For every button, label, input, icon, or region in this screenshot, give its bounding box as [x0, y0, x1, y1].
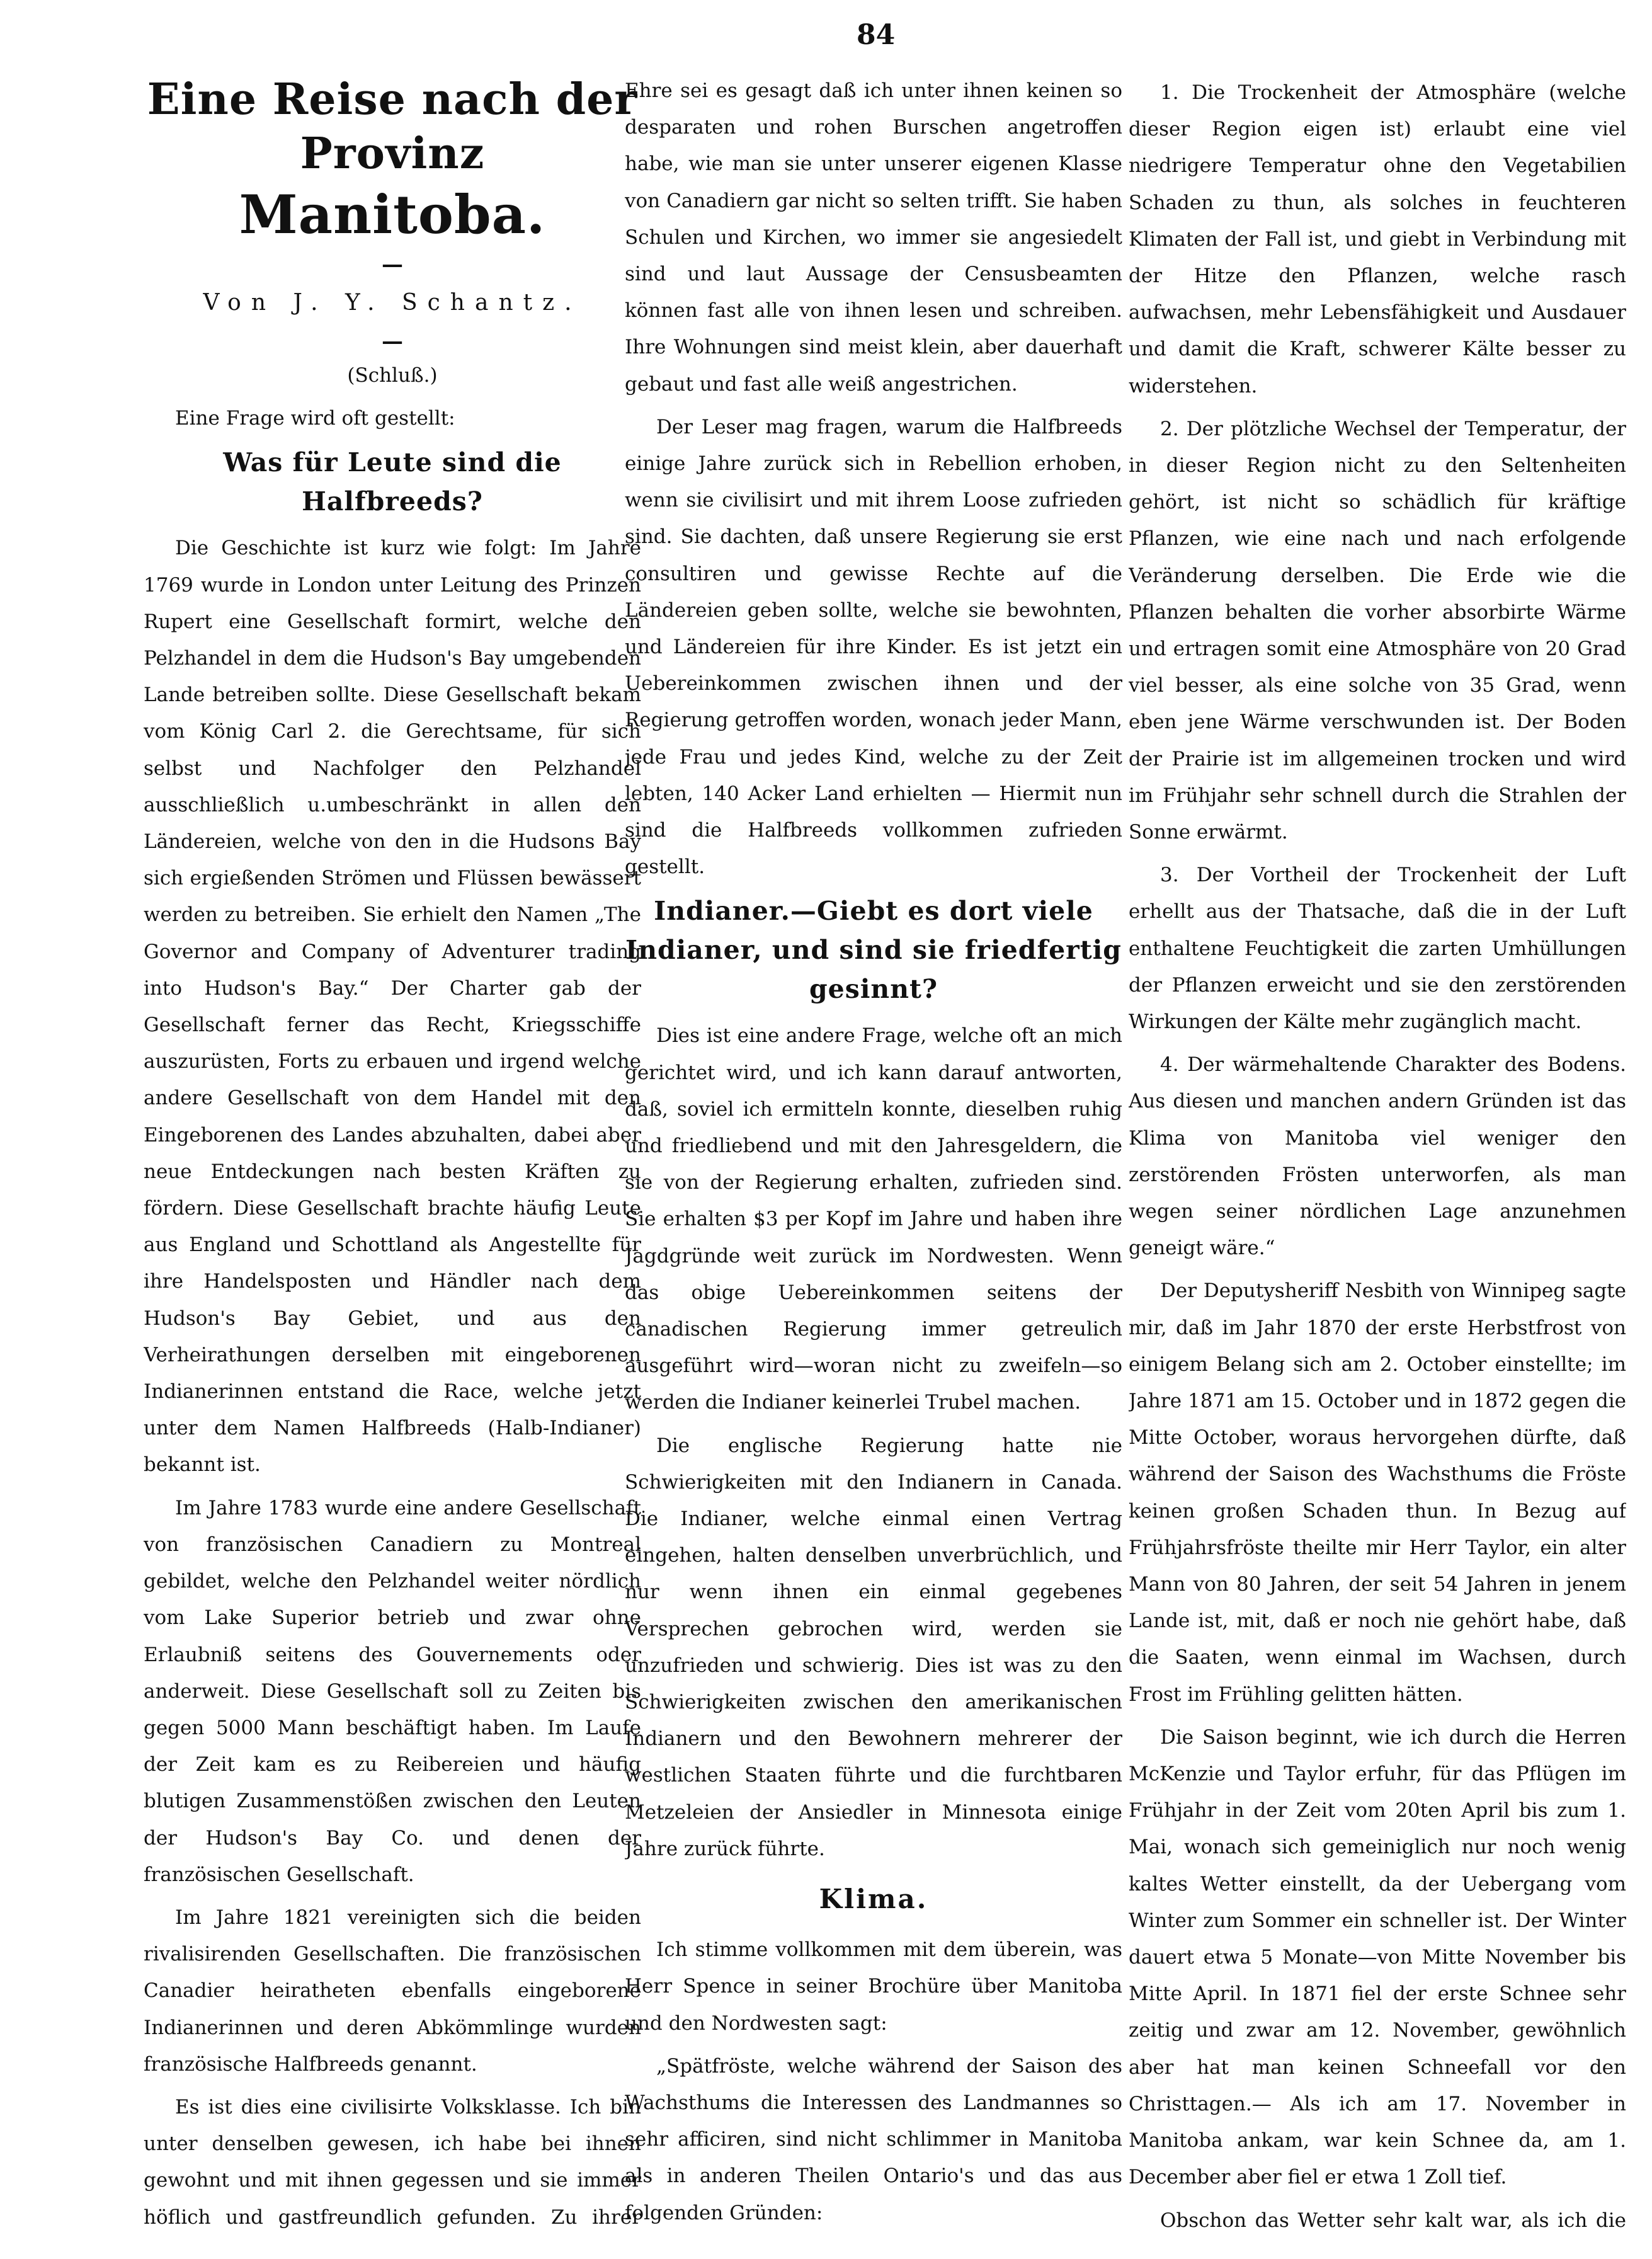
question-halfbreeds: Was für Leute sind die Halfbreeds?: [223, 447, 562, 517]
paragraph: Ehre sei es gesagt daß ich unter ihnen keinen so desparaten und rohen Burschen angetroffen habe, wie man sie unter unserer eigenen Klasse von Canadiern gar nicht so selten trifft. Sie haben Schulen und Kirchen, wo immer sie angesiedelt sind und laut Aussage der Censusbeamten können fast alle von ihnen lesen und schreiben. Ihre Wohnungen sind meist klein, aber dauerhaft gebaut und fast alle weiß angestrichen.: [625, 79, 1122, 396]
column-1-text: [144, 72, 641, 2236]
column-3: [1129, 72, 1626, 2246]
paragraph: Es ist dies eine civilisirte Volksklasse. Ich bin unter denselben gewesen, ich habe bei ihnen gewohnt und mit ihnen gegessen und sie immer höflich und gastfreundlich gefunden. Zu ihrer: [144, 2095, 641, 2229]
column-3-text: [1129, 72, 1626, 2246]
paragraph: Im Jahre 1783 wurde eine andere Gesellschaft von französischen Canadiern zu Montreal gebildet, welche den Pelzhandel weiter nördlich vom Lake Superior betrieb und zwar ohne Erlaubniß seitens des Gouvernements oder anderweit. Diese Gesellschaft soll zu Zeiten bis gegen 5000 Mann beschäftigt haben. Im Laufe der Zeit kam es zu Reibereien und häufig blutigen Zusammenstößen zwischen den Leuten der Hudson's Bay Co. und denen der französischen Gesellschaft.: [144, 1496, 641, 1886]
paragraph: 2. Der plötzliche Wechsel der Temperatur, der in dieser Region nicht zu den Seltenheiten gehört, ist nicht so schädlich für kräftige Pflanzen, wie eine nach und nach erfolgende Veränderung derselben. Die Erde wie die Pflanzen behalten die vorher absorbirte Wärme und ertragen somit eine Atmosphäre von 20 Grad viel besser, als eine solche von 35 Grad, wenn eben jene Wärme verschwunden ist. Der Boden der Prairie ist im allgemeinen trocken und wird im Frühjahr sehr schnell durch die Strahlen der Sonne erwärmt.: [1129, 417, 1626, 844]
paragraph: Die Saison beginnt, wie ich durch die Herren McKenzie und Taylor erfuhr, für das Pflügen im Frühjahr in der Zeit vom 20ten April bis zum 1. Mai, wonach sich gemeiniglich nur noch wenig kaltes Wetter einstellt, da der Uebergang vom Winter zum Sommer ein schneller ist. Der Winter dauert etwa 5 Monate—von Mitte November bis Mitte April. In 1871 fiel der erste Schnee sehr zeitig und zwar am 12. November, gewöhnlich aber hat man keinen Schneefall vor den Christtagen.— Als ich am 17. November in Manitoba ankam, war kein Schnee da, am 1. December aber fiel er etwa 1 Zoll tief.: [1129, 1725, 1626, 2189]
paragraph: „Spätfröste, welche während der Saison des Wachsthums die Interessen des Landmannes so sehr afficiren, sind nicht schlimmer in Manitoba als in anderen Theilen Ontario's und das aus folgenden Gründen:: [625, 2054, 1122, 2224]
column-2-text: [625, 72, 1122, 2236]
paragraph: 1. Die Trockenheit der Atmosphäre (welche dieser Region eigen ist) erlaubt eine viel niedrigere Temperatur ohne den Vegetabilien Schaden zu thun, als solches in feuchteren Klimaten der Fall ist, und giebt in Verbindung mit der Hitze den Pflanzen, welche rasch aufwachsen, mehr Lebensfähigkeit und Ausdauer und damit die Kraft, schwerer Kälte besser zu widerstehen.: [1129, 81, 1626, 397]
paragraph: Dies ist eine andere Frage, welche oft an mich gerichtet wird, und ich kann darauf antworten, daß, soviel ich ermitteln konnte, dieselben ruhig und friedliebend und mit den Jahresgeldern, die sie von der Regierung erhalten, zufrieden sind. Sie erhalten $3 per Kopf im Jahre und haben ihre Jagdgründe weit zurück im Nordwesten. Wenn das obige Uebereinkommen seitens der canadischen Regierung immer getreulich ausgeführt wird—woran nicht zu zweifeln—so werden die Indianer keinerlei Trubel machen.: [625, 1024, 1122, 1414]
byline: Von J. Y. Schantz.: [203, 290, 582, 316]
question-indianer: Indianer.—Giebt es dort viele Indianer, und sind sie friedfertig gesinnt?: [625, 896, 1122, 1005]
column-2: [625, 72, 1122, 2236]
column-1: [144, 72, 641, 2236]
article-title-line-2: Manitoba.: [239, 183, 546, 246]
paragraph: Im Jahre 1821 vereinigten sich die beiden rivalisirenden Gesellschaften. Die französischen Canadier heiratheten ebenfalls eingeborene Indianerinnen und deren Abkömmlinge wurden französische Halfbreeds genannt.: [144, 1906, 641, 2076]
continuation-note: (Schluß.): [347, 364, 438, 387]
paragraph: Die englische Regierung hatte nie Schwierigkeiten mit den Indianern in Canada. Die Indianer, welche einmal einen Vertrag eingehen, halten denselben unverbrüchlich, und nur wenn ihnen ein einmal gegebenes Versprechen gebrochen wird, werden sie unzufrieden und schwierig. Dies ist was zu den Schwierigkeiten zwischen den amerikanischen Indianern und den Bewohnern mehrerer der westlichen Staaten führte und die furchtbaren Metzeleien der Ansiedler in Minnesota einige Jahre zurück führte.: [625, 1434, 1122, 1860]
paragraph: Ich stimme vollkommen mit dem überein, was Herr Spence in seiner Brochüre über Manitoba und den Nordwesten sagt:: [625, 1938, 1122, 2035]
byline-separator: —: [382, 329, 403, 354]
paragraph: Der Leser mag fragen, warum die Halfbreeds einige Jahre zurück sich in Rebellion erhoben, wenn sie civilisirt und mit ihrem Loose zufrieden sind. Sie dachten, daß unsere Regierung sie erst consultiren und gewisse Rechte auf die Ländereien geben sollte, welche sie bewohnten, und Ländereien für ihre Kinder. Es ist jetzt ein Uebereinkommen zwischen ihnen und der Regierung getroffen worden, wonach jeder Mann, jede Frau und jedes Kind, welche zu der Zeit lebten, 140 Acker Land erhielten — Hiermit nun sind die Halfbreeds vollkommen zufrieden gestellt.: [625, 415, 1122, 879]
heading-klima: Klima.: [819, 1884, 928, 1915]
paragraph: 3. Der Vortheil der Trockenheit der Luft erhellt aus der Thatsache, daß die in der Luft enthaltene Feuchtigkeit die zarten Umhüllungen der Pflanzen erweicht und sie den zerstörenden Wirkungen der Kälte mehr zugänglich macht.: [1129, 864, 1626, 1033]
title-separator: —: [382, 252, 403, 277]
page-number: 84: [857, 19, 896, 51]
intro-text: Eine Frage wird oft gestellt:: [175, 407, 455, 430]
paragraph: 4. Der wärmehaltende Charakter des Bodens. Aus diesen und manchen andern Gründen ist das Klima von Manitoba viel weniger den zerstörenden Frösten unterworfen, als man wegen seiner nördlichen Lage anzunehmen geneigt wäre.“: [1129, 1053, 1626, 1260]
article-title: Eine Reise nach der Provinz: [147, 74, 638, 179]
paragraph: Die Geschichte ist kurz wie folgt: Im Jahre 1769 wurde in London unter Leitung des Prinzen Rupert eine Gesellschaft formirt, welche den Pelzhandel in dem die Hudson's Bay umgebenden Lande betreiben sollte. Diese Gesellschaft bekam vom König Carl 2. die Gerechtsame, für sich selbst und Nachfolger den Pelzhandel ausschließlich u.umbeschränkt in allen den Ländereien, welche von den in die Hudsons Bay sich ergießenden Strömen und Flüssen bewässert werden zu betreiben. Sie erhielt den Namen „The Governor and Company of Adventurer trading into Hudson's Bay.“ Der Charter gab der Gesellschaft ferner das Recht, Kriegsschiffe auszurüsten, Forts zu erbauen und irgend welche andere Gesellschaft von dem Handel mit den Eingeborenen des Landes abzuhalten, dabei aber neue Entdeckungen nach besten Kräften zu fördern. Diese Gesellschaft brachte häufig Leute aus England und Schottland als Angestellte für ihre Handelsposten und Händler nach dem Hudson's Bay Gebiet, und aus den Verheirathungen derselben mit eingeborenen Indianerinnen entstand die Race, welche jetzt unter dem Namen Halfbreeds (Halb-Indianer) bekannt ist.: [144, 537, 641, 1477]
paragraph: Obschon das Wetter sehr kalt war, als ich die: [1160, 2209, 1626, 2232]
paragraph: Der Deputysheriff Nesbith von Winnipeg sagte mir, daß im Jahr 1870 der erste Herbstfrost von einigem Belang sich am 2. October einstellte; im Jahre 1871 am 15. October und in 1872 gegen die Mitte October, woraus hervorgehen dürfte, daß während der Saison des Wachsthums die Fröste keinen großen Schaden thun. In Bezug auf Frühjahrsfröste theilte mir Herr Taylor, ein alter Mann von 80 Jahren, der seit 54 Jahren in jenem Lande ist, mit, daß er noch nie gehört habe, daß die Saaten, wenn einmal im Wachsen, durch Frost im Frühling gelitten hätten.: [1129, 1279, 1626, 1706]
